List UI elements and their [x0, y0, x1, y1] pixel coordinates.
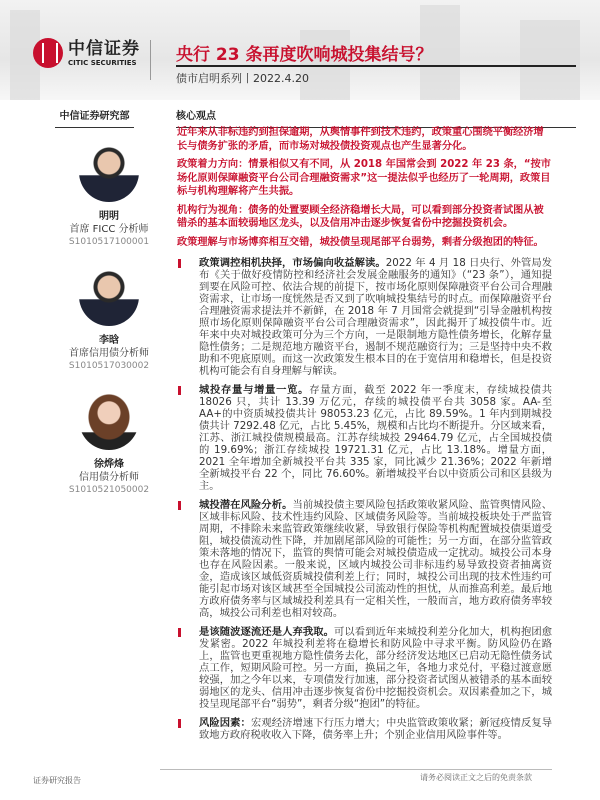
bullet-lead: 城投存量与增量一览。: [199, 384, 310, 396]
bullet-marker: [178, 501, 181, 510]
analyst-id: S1010517100001: [68, 237, 150, 247]
bullet-lead: 政策调控相机抉择，市场偏向收益解读。: [199, 257, 386, 269]
analyst-name: 明明: [99, 211, 119, 222]
key-point: 政策理解与市场博弈相互交错，城投债呈现尾部平台弱势，剩者分级抱团的特征。: [177, 236, 544, 248]
footer-left: 证券研究报告: [33, 776, 81, 785]
analyst-id: S1010521050002: [68, 485, 150, 495]
footer-disclaimer: 请务必阅读正文之后的免责条款: [420, 773, 532, 782]
analyst-photo: [79, 266, 139, 326]
analyst-name: 李晗: [99, 335, 119, 346]
report-subtitle: 债市启明系列丨2022.4.20: [176, 72, 309, 85]
key-point: 近年来从非标违约到担保逾期，从舆情事件到技术违约，政策重心围绕平衡经济增长与债务扩张的矛盾，而市场对城投债投资观点也产生显著分化。: [177, 127, 544, 152]
analyst-card: [55, 390, 163, 496]
main-content: [177, 126, 552, 741]
analyst-role: 首席 FICC 分析师: [69, 224, 149, 235]
citic-seal-icon: [33, 38, 63, 68]
bullet-marker: [178, 259, 181, 268]
analyst-role: 首席信用债分析师: [69, 348, 149, 359]
footer-divider: [160, 769, 552, 770]
logo-en: CITIC SECURITIES: [68, 58, 137, 67]
bullet-item: [177, 626, 552, 710]
bullet-text: 存量方面，截至 2022 年一季度末，存续城投债共 18026 只，共计 13.39 万亿元，存续的城投债平台共 3058 家。AA-至 AA+的中资质城投债共计 98053.23 亿元，占比 89.59%。1 年内到期城投债共计 7292.48 亿元，占比 5.45%，规模和占比均不断提升。分区域来看，江苏、浙江城投债规模最高。江苏存续城投 29464.79 亿元，占全国城投债的 19.69%；浙江存续城投 19721.31 亿元，占比 13.18%。增量方面，2021 全年增加全新城投平台共 335 家，同比减少 21.36%；2022 年新增全新城投平台 22 个，同比 76.60%。新增城投平台以中资质公司和区县级为主。: [199, 384, 552, 492]
bullet-item: [177, 384, 552, 492]
analyst-id: S1010517030002: [68, 361, 150, 371]
analyst-list: [55, 142, 163, 514]
bullet-lead: 是该随波逐流还是人弃我取。: [199, 626, 335, 638]
main-heading: 核心观点: [176, 107, 576, 128]
divider: [150, 40, 151, 80]
bullet-text: 可以看到近年来城投利差分化加大，机构抱团愈发紧密。2022 年城投利差将在稳增长和防风险中寻求平衡。防风险仍在路上，监管也更重视地方隐性债务去化，部分经济发达地区已启动无隐性债务试点工作，短期风险可控。另一方面，换届之年，各地力求兑付，平稳过渡意愿较强，加之今年以来，专项债发行加速，部分投资者试图从被错杀的基本面较弱地区的龙头、信用冲击逐步恢复省份中挖掘投资机会。双因素叠加之下，城投呈现尾部平台“弱势”，剩者分级“抱团”的特征。: [199, 626, 553, 710]
logo-cn: 中信证券: [68, 38, 140, 59]
bullet-marker: [178, 386, 181, 395]
key-point: 机构行为视角：债务的处置要顾全经济稳增长大局，可以看到部分投资者试图从被错杀的基本面较弱地区龙头，以及信用冲击逐步恢复省份中挖掘投资机会。: [177, 204, 544, 229]
citic-logo: [33, 38, 140, 68]
analyst-name: 徐烨烽: [94, 459, 124, 470]
analyst-card: [55, 266, 163, 372]
analyst-role: 信用债分析师: [79, 472, 139, 483]
report-title: 央行 23 条再度吹响城投集结号？: [176, 45, 433, 65]
analyst-photo: [79, 390, 139, 450]
bullet-lead: 风险因素：: [199, 717, 251, 729]
bullet-text: 当前城投债主要风险包括政策收紧风险、监管舆情风险、区域非标风险、技术性违约风险、区域债务风险等。当前城投板块处于严监管周期，不排除未来监管政策继续收紧，导致银行保险等机构配置城投债渠道受阻，城投债流动性下降，并加剧尾部风险的可能性；另一方面，在部分监管政策未落地的情况下，监管的舆情可能会对城投债造成一定扰动。城投公司本身也存在风险因素。一般来说，区域内城投公司非标违约易导致投资者抽离资金，造成该区域低资质城投债利差上行；同时，城投公司出现的技术性违约可能引起市场对该区域甚至全国城投公司流动性的担忧，从而推高利差。最后地方政府债务率与区域城投利差具有一定相关性，一般而言，地方政府债务率较高，城投公司利差也相对较高。: [199, 499, 553, 619]
divider: [176, 65, 576, 67]
bullet-marker: [178, 719, 181, 728]
bullet-text: 宏观经济增速下行压力增大；中央监管政策收紧；新冠疫情反复导致地方政府税收收入下降，债务率上升；个别企业信用风险事件等。: [199, 717, 553, 741]
analyst-photo: [79, 142, 139, 202]
bullet-item: [177, 717, 552, 741]
bullet-item: [177, 257, 552, 377]
bullet-marker: [178, 628, 181, 637]
bullet-text: 2022 年 4 月 18 日央行、外管局发布《关于做好疫情防控和经济社会发展金融服务的通知》（“23 条”），通知提到要在风险可控、依法合规的前提下，按市场化原则保障融资平台公司合理融资需求，让市场一度恍然是否又到了吹响城投集结号的时点。而保障融资平台合理融资需求提法并不新鲜，在 2018 年 7 月国常会就提到“引导金融机构按照市场化原则保障融资平台公司合理融资需求”，因此揭开了城投债牛市。近年来中央对城投政策可分为三个方向，一是限制地方隐性债务增长，化解存量隐性债务；二是规范地方融资平台，遏制不规范融资行为；三是坚持中央不救助和不兜底原则。而这一次政策发生根本目的在于宽信用和稳增长，但是投资机构可能会有自身理解与解读。: [199, 257, 552, 377]
sidebar-heading: 中信证券研究部: [55, 107, 134, 128]
bullet-lead: 城投潜在风险分析。: [199, 499, 293, 511]
analyst-card: [55, 142, 163, 248]
key-point: 政策着力方向：情景相似又有不同，从 2018 年国常会到 2022 年 23 条，“按市场化原则保障融资平台公司合理融资需求”这一提法似乎也经历了一轮周期，政策目标与机构理解将产生共振。: [177, 159, 551, 197]
bullet-item: [177, 499, 552, 619]
